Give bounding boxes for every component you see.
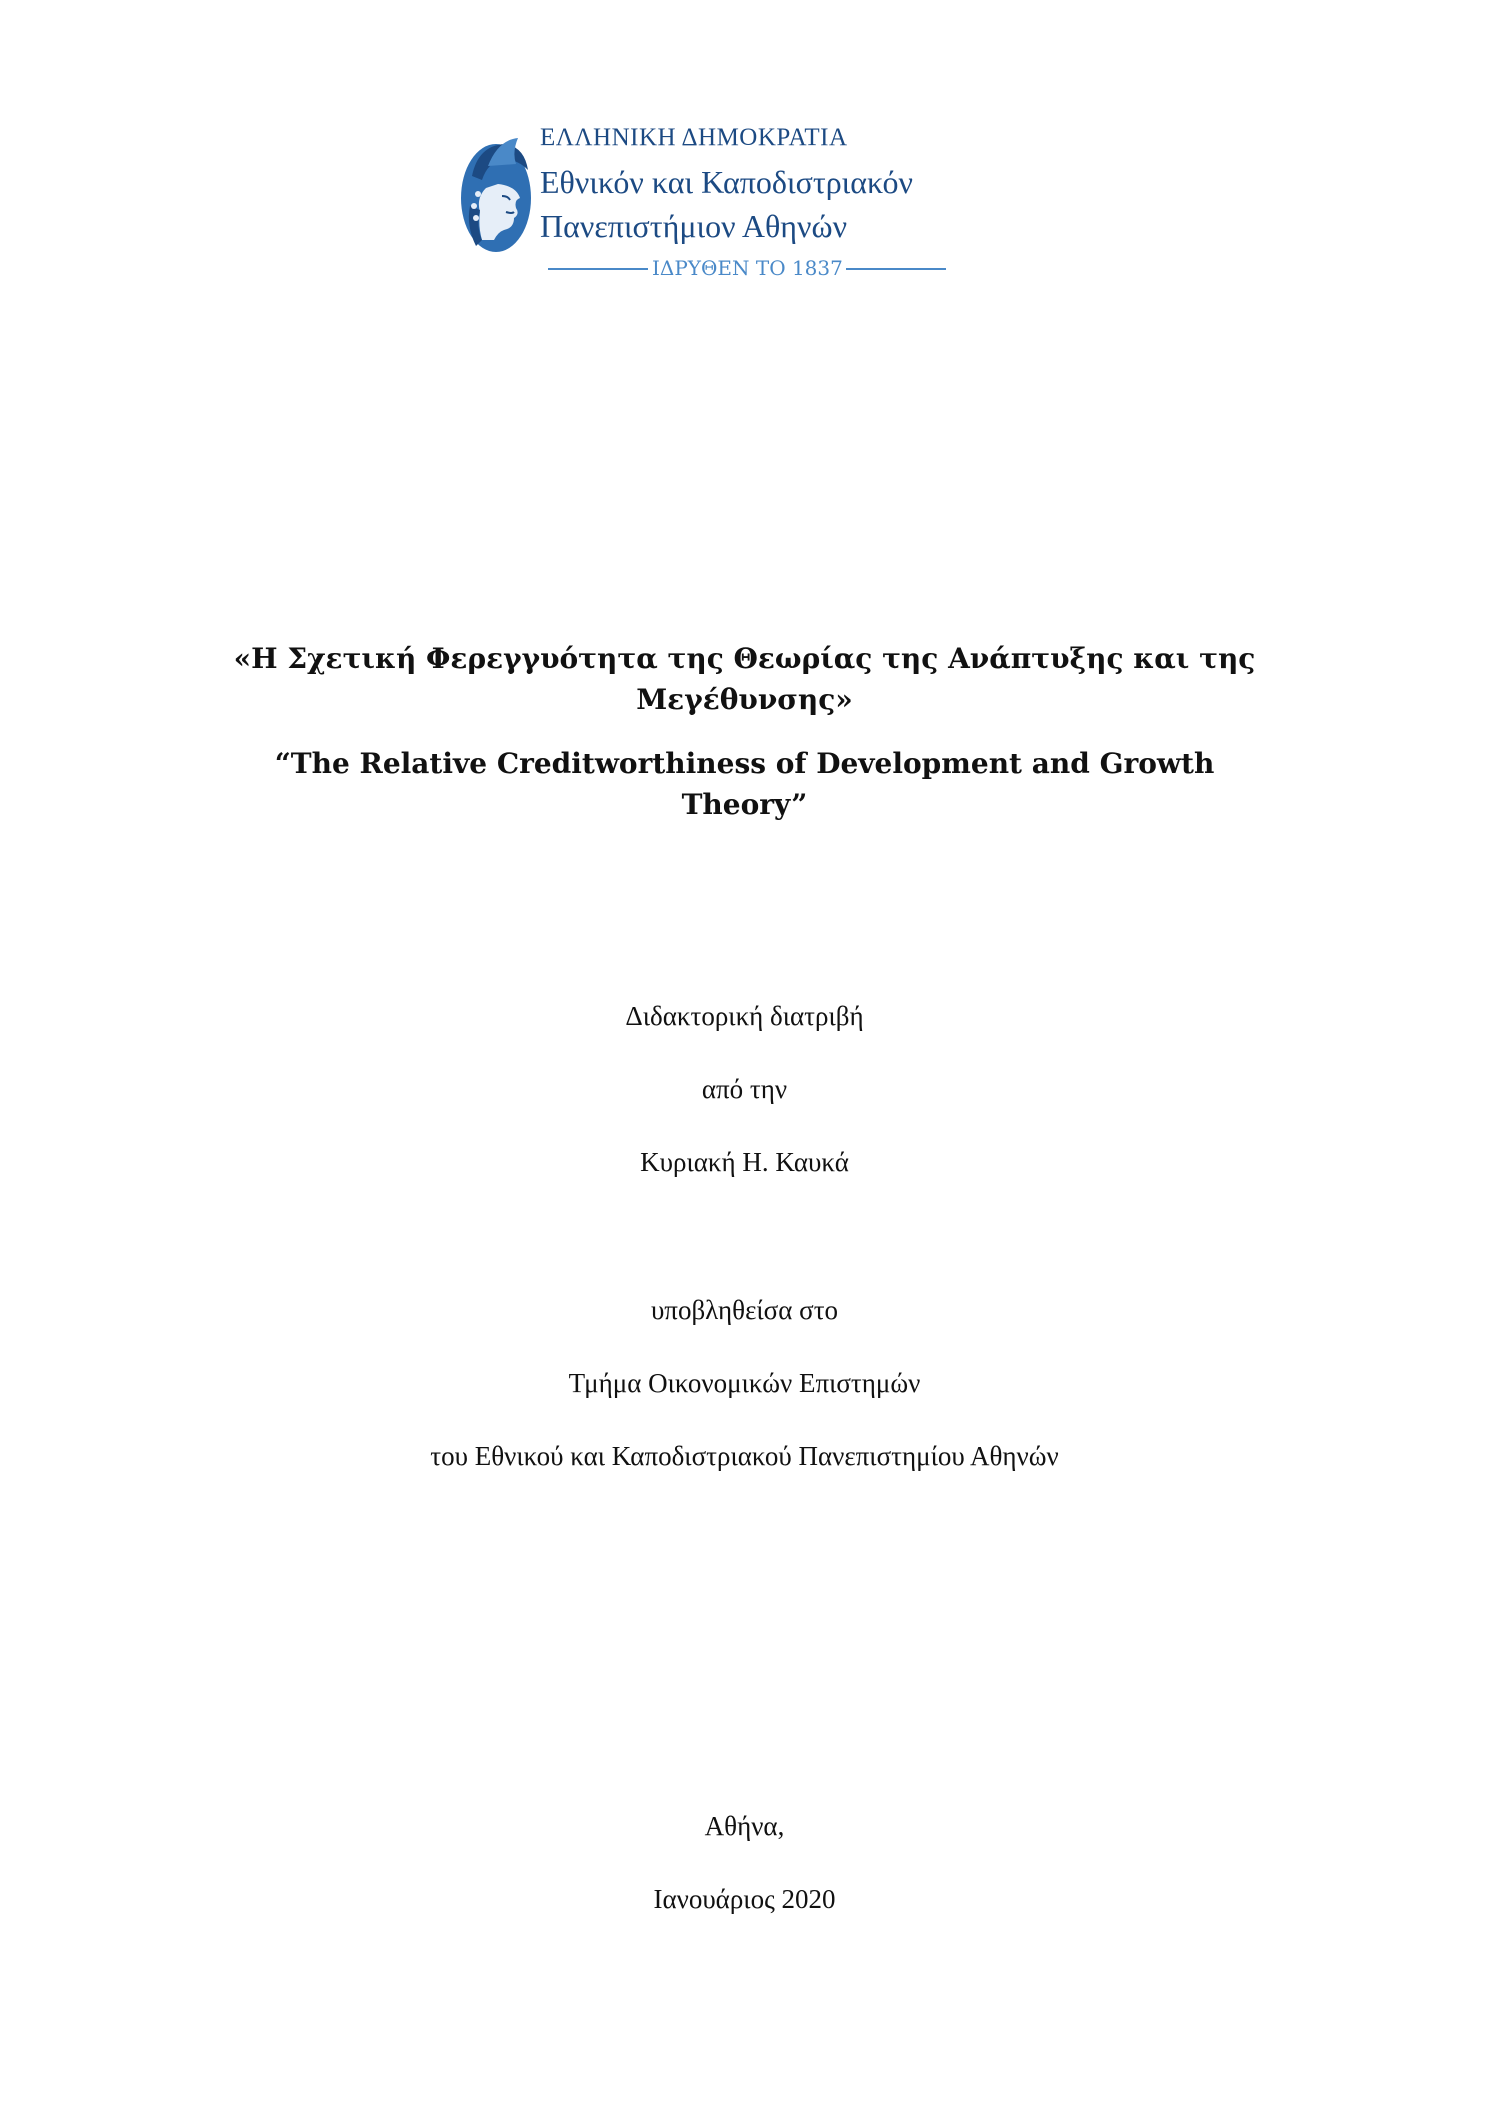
logo-rule-right: [846, 268, 946, 270]
athena-head-icon: [458, 136, 534, 254]
title-greek: [200, 638, 1289, 720]
title-greek-line2: Μεγέθυνσης»: [636, 683, 853, 716]
thesis-university: του Εθνικού και Καποδιστριακού Πανεπιστημίου Αθηνών: [430, 1441, 1059, 1471]
thesis-type: Διδακτορική διατριβή: [625, 1001, 864, 1031]
logo-rule-left: [548, 268, 648, 270]
footer-date: Ιανουάριος 2020: [653, 1884, 836, 1914]
footer-city: Αθήνα,: [704, 1811, 785, 1841]
logo-country: ΕΛΛΗΝΙΚΗ ΔΗΜΟΚΡΑΤΙΑ: [540, 124, 848, 151]
title-english-line2: Theory”: [681, 788, 808, 821]
title-english-line1: “The Relative Creditworthiness of Development and Growth: [274, 747, 1215, 780]
title-english: [200, 743, 1289, 825]
logo-founded: ΙΔΡΥΘΕΝ ΤΟ 1837: [652, 256, 843, 280]
thesis-submitted: υποβληθείσα στο: [650, 1295, 839, 1325]
title-greek-line1: «Η Σχετική Φερεγγυότητα της Θεωρίας της Ανάπτυξης και της: [233, 642, 1256, 675]
logo-university-line2: Πανεπιστήμιον Αθηνών: [540, 208, 848, 244]
thesis-author: Κυριακή Η. Καυκά: [640, 1147, 849, 1177]
thesis-by: από την: [701, 1074, 788, 1104]
thesis-department: Τμήμα Οικονομικών Επιστημών: [568, 1368, 921, 1398]
logo-founded-row: [548, 254, 948, 282]
logo-university-line1: Εθνικόν και Καποδιστριακόν: [540, 164, 913, 200]
university-logo: [458, 124, 1038, 294]
